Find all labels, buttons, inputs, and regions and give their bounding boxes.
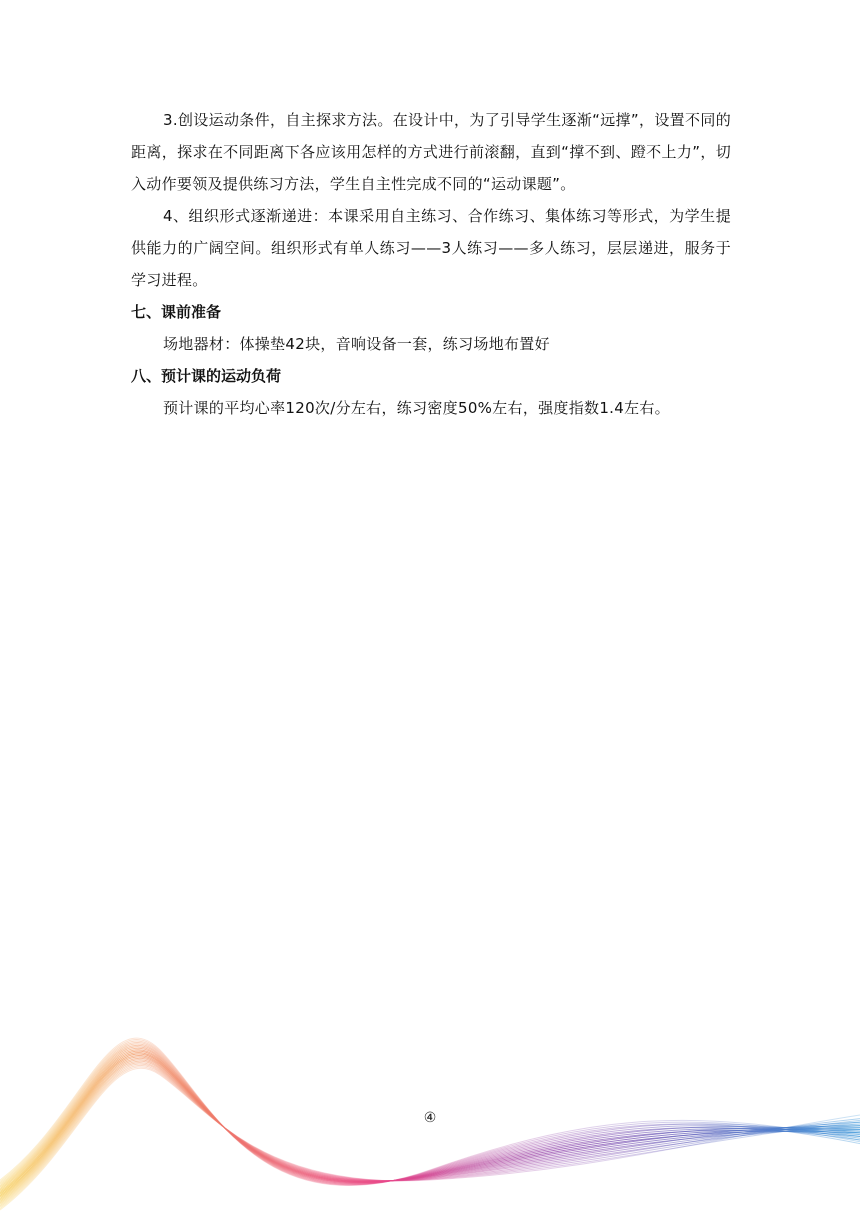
document-body bbox=[131, 104, 731, 424]
section-7-body: 场地器材：体操垫42块，音响设备一套，练习场地布置好 bbox=[163, 335, 550, 353]
wave-line bbox=[0, 1061, 860, 1203]
section-8-body: 预计课的平均心率120次/分左右，练习密度50%左右，强度指数1.4左右。 bbox=[163, 399, 670, 417]
wave-line bbox=[0, 1065, 860, 1207]
paragraph-item-3: 3.创设运动条件，自主探求方法。在设计中，为了引导学生逐渐“远撑”，设置不同的距离，探求在不同距离下各应该用怎样的方式进行前滚翻，直到“撑不到、蹬不上力”，切入动作要领及提供练习方法，学生自主性完成不同的“运动课题”。 bbox=[131, 111, 731, 193]
page-number: ④ bbox=[423, 1110, 437, 1126]
section-heading-8: 八、预计课的运动负荷 bbox=[131, 367, 282, 385]
section-heading-7: 七、课前准备 bbox=[131, 303, 222, 321]
paragraph-item-4: 4、组织形式逐渐递进：本课采用自主练习、合作练习、集体练习等形式，为学生提供能力的广阔空间。组织形式有单人练习——3人练习——多人练习，层层递进，服务于学习进程。 bbox=[131, 207, 731, 289]
